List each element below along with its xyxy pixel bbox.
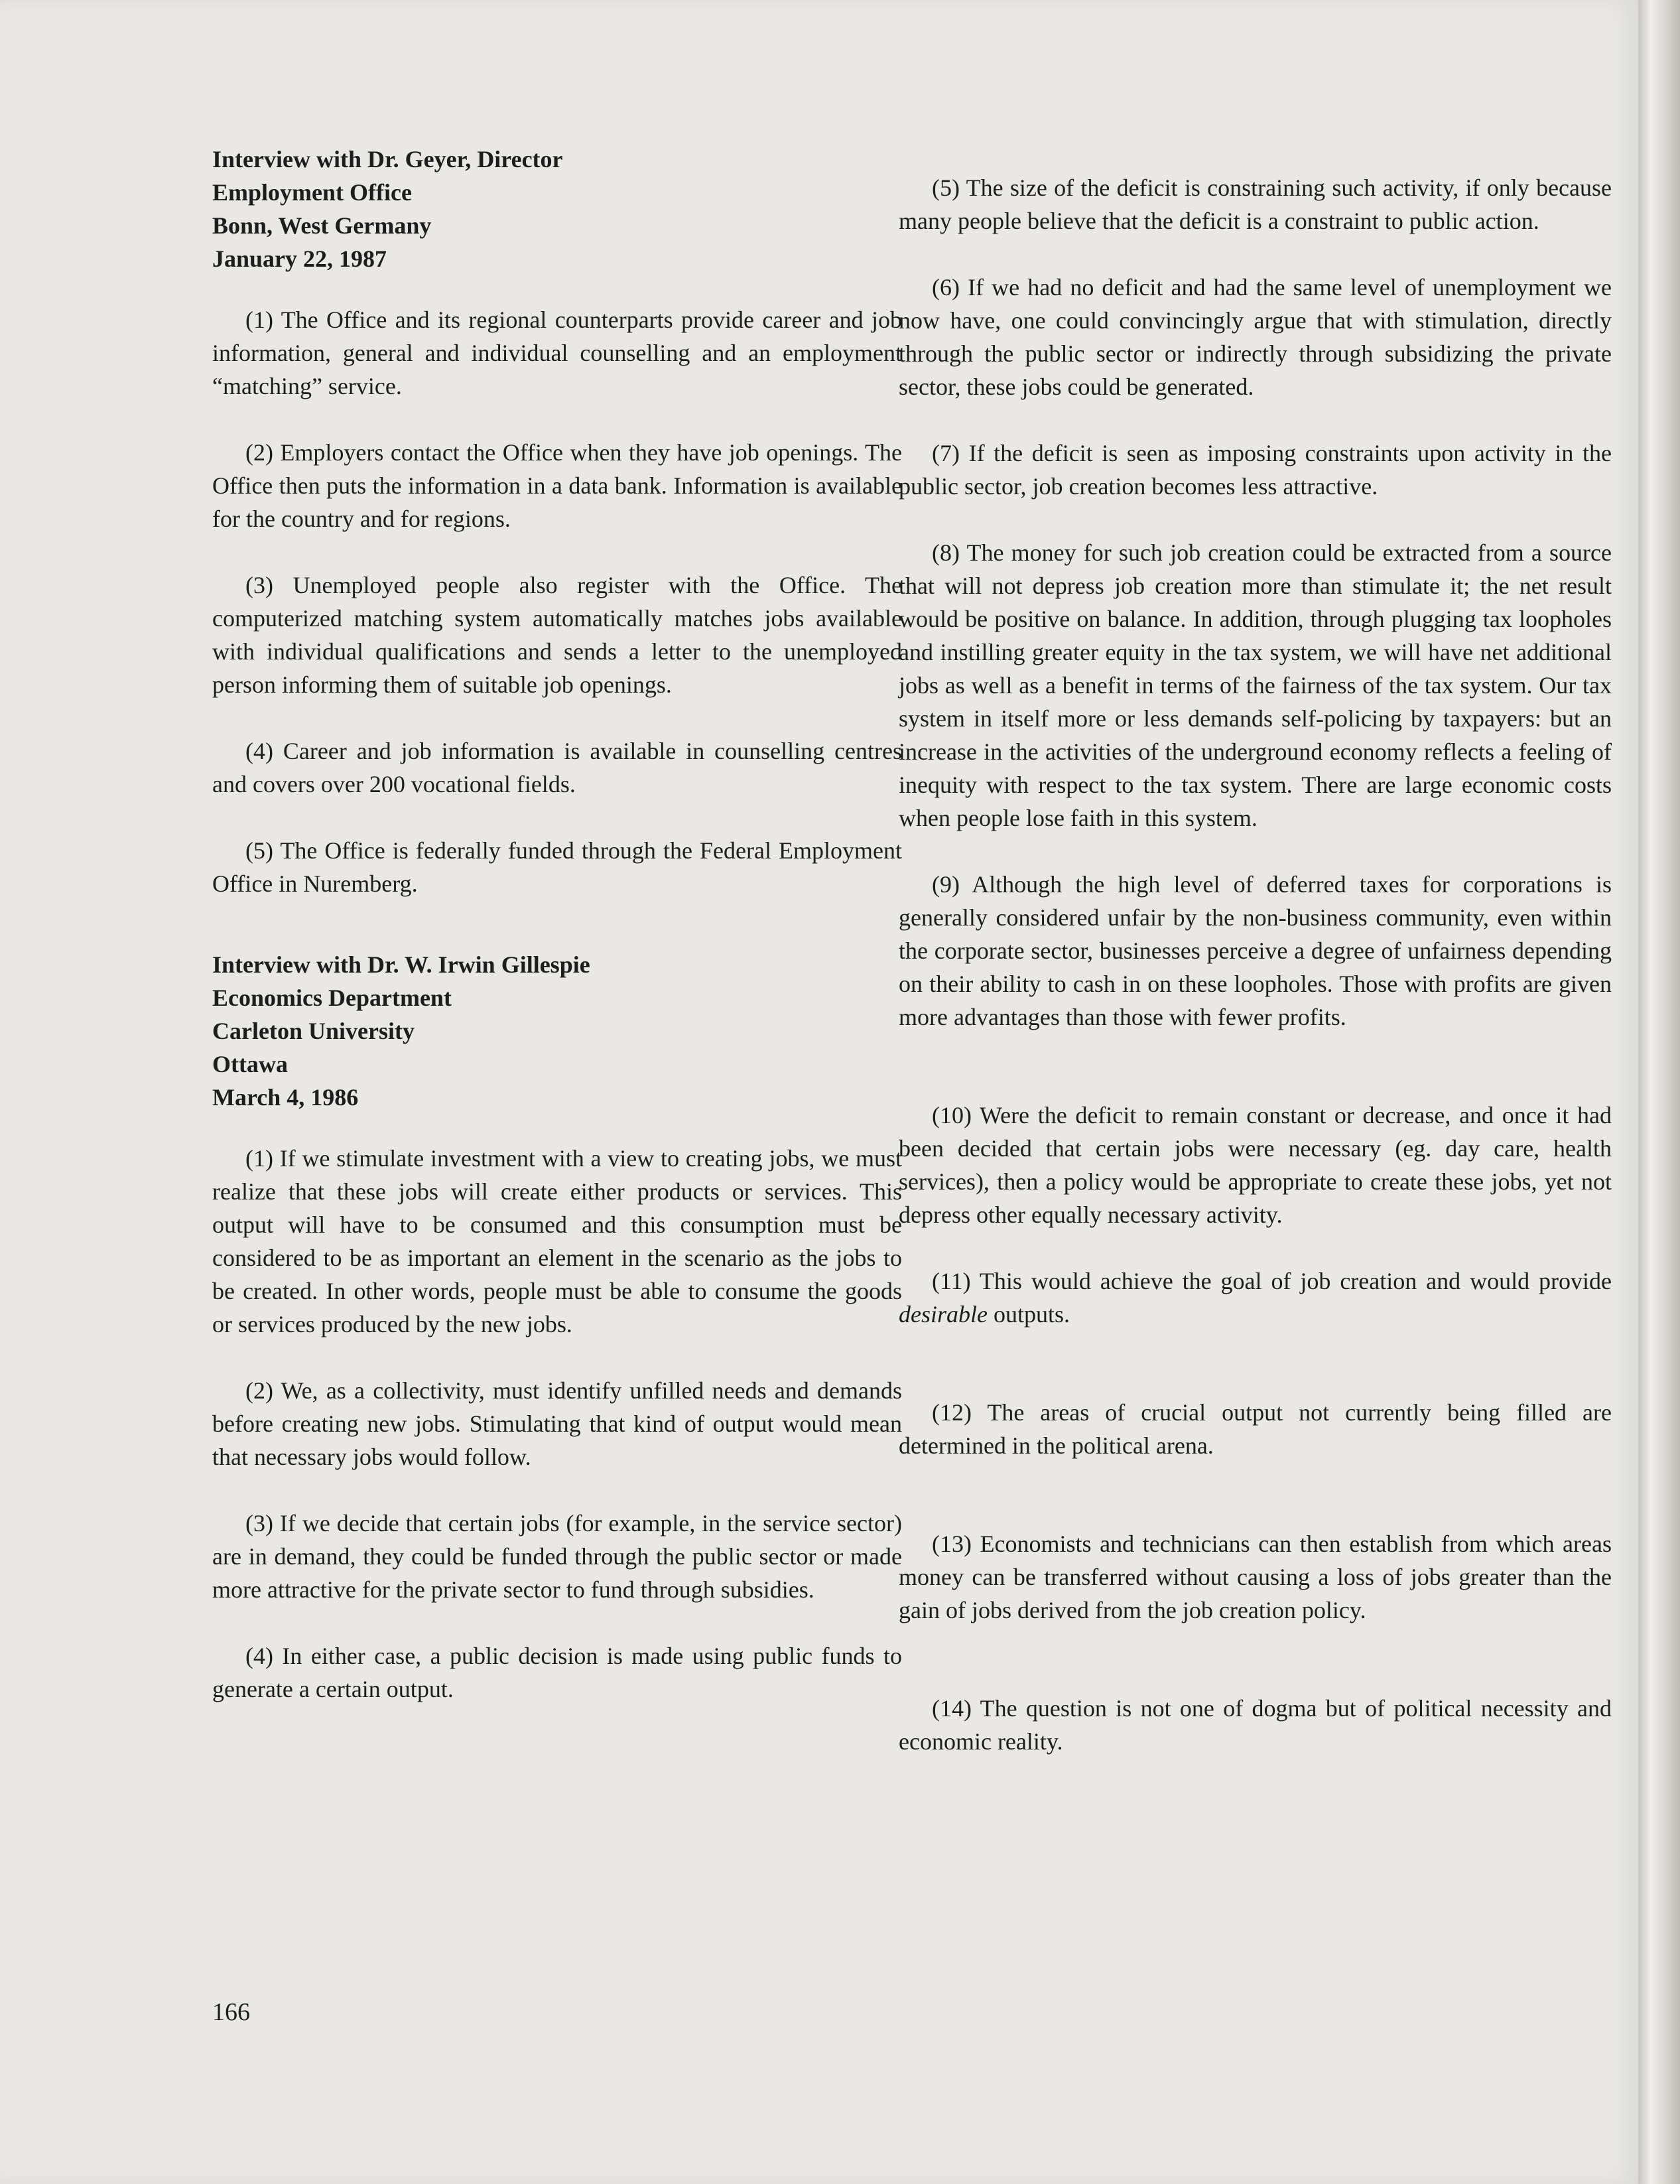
heading-line: Ottawa xyxy=(212,1051,288,1077)
left-column xyxy=(212,143,902,1739)
paragraph: (7) If the deficit is seen as imposing constraints upon activity in the public sector, job creation becomes less attractive. xyxy=(899,440,1612,500)
heading-line: Carleton University xyxy=(212,1018,415,1044)
heading-line: Interview with Dr. Geyer, Director xyxy=(212,146,563,172)
paragraph: (1) The Office and its regional counterparts provide career and job information, general and individual counselling and an employment “matching” service. xyxy=(212,307,902,399)
spacer xyxy=(899,1660,1612,1692)
paragraph: (4) In either case, a public decision is made using public funds to generate a certain output. xyxy=(212,1643,902,1702)
paragraph: (4) Career and job information is available in counselling centres and covers over 200 vocational fields. xyxy=(212,738,902,797)
paragraph-text: (11) This would achieve the goal of job creation and would provide xyxy=(932,1268,1612,1294)
heading-line: March 4, 1986 xyxy=(212,1084,359,1111)
heading-line: Employment Office xyxy=(212,179,412,206)
paragraph: (3) If we decide that certain jobs (for example, in the service sector) are in demand, they could be funded through the public sector or made more attractive for the private sector to fund through subsidies. xyxy=(212,1510,902,1603)
paragraph: (1) If we stimulate investment with a view to creating jobs, we must realize that these jobs will create either products or services. This output will have to be consumed and this consumption must be considered to be as important an element in the scenario as the jobs to be created. In other words, people must be able to consume the goods or services produced by the new jobs. xyxy=(212,1145,902,1337)
paragraph: (2) We, as a collectivity, must identify unfilled needs and demands before creating new jobs. Stimulating that kind of output would mean that necessary jobs would follow. xyxy=(212,1377,902,1470)
paragraph: (10) Were the deficit to remain constant or decrease, and once it had been decided that certain jobs were necessary (eg. day care, health services), then a policy would be appropriate to create these jobs, yet not depress other equally necessary activity. xyxy=(899,1102,1612,1228)
heading-line: Bonn, West Germany xyxy=(212,212,432,239)
page-binding-edge xyxy=(1638,0,1680,2184)
paragraph: (13) Economists and technicians can then establish from which areas money can be transferred without causing a loss of jobs greater than the gain of jobs derived from the job creation policy. xyxy=(899,1531,1612,1623)
paragraph: (9) Although the high level of deferred taxes for corporations is generally considered unfair by the non-business community, even within the corporate sector, businesses perceive a degree of unfairness depending on their ability to cash in on these loopholes. Those with profits are given more advantages than those with fewer profits. xyxy=(899,871,1612,1030)
spacer xyxy=(899,1067,1612,1099)
paragraph-desirable-outputs xyxy=(899,1264,1612,1331)
paragraph-text: outputs. xyxy=(987,1301,1070,1328)
emphasis-text: desirable xyxy=(899,1301,988,1328)
paragraph: (8) The money for such job creation could be extracted from a source that will not depress job creation more than stimulate it; the net result would be positive on balance. In addition, through plugging tax loopholes and instilling greater equity in the tax system, we will have net additional jobs as well as a benefit in terms of the fairness of the tax system. Our tax system in itself more or less demands self-policing by taxpayers: but an increase in the activities of the underground economy reflects a feeling of inequity with respect to the tax system. There are large economic costs when people lose faith in this system. xyxy=(899,539,1612,831)
paragraph: (6) If we had no deficit and had the same level of unemployment we now have, one could convincingly argue that with stimulation, directly through the public sector or indirectly through subsidizing the private sector, these jobs could be generated. xyxy=(899,274,1612,400)
heading-line: Economics Department xyxy=(212,985,452,1011)
heading-line: Interview with Dr. W. Irwin Gillespie xyxy=(212,951,590,978)
right-column xyxy=(899,171,1612,1791)
page-number: 166 xyxy=(212,1998,250,2026)
heading-line: January 22, 1987 xyxy=(212,245,387,272)
paragraph: (14) The question is not one of dogma but of political necessity and economic reality. xyxy=(899,1695,1612,1755)
paragraph: (5) The size of the deficit is constraining such activity, if only because many people believe that the deficit is a constraint to public action. xyxy=(899,174,1612,234)
interview-heading-gillespie xyxy=(212,948,902,1114)
paragraph: (3) Unemployed people also register with the Office. The computerized matching system automatically matches jobs available with individual qualifications and sends a letter to the unemployed person informing them of suitable job openings. xyxy=(212,572,902,698)
spacer xyxy=(899,1364,1612,1396)
paragraph: (5) The Office is federally funded through the Federal Employment Office in Nuremberg. xyxy=(212,837,902,897)
paragraph: (2) Employers contact the Office when they have job openings. The Office then puts the information in a data bank. Information is available for the country and for regions. xyxy=(212,439,902,532)
interview-heading-geyer xyxy=(212,143,902,275)
spacer xyxy=(899,1495,1612,1527)
paragraph: (12) The areas of crucial output not currently being filled are determined in the political arena. xyxy=(899,1399,1612,1459)
